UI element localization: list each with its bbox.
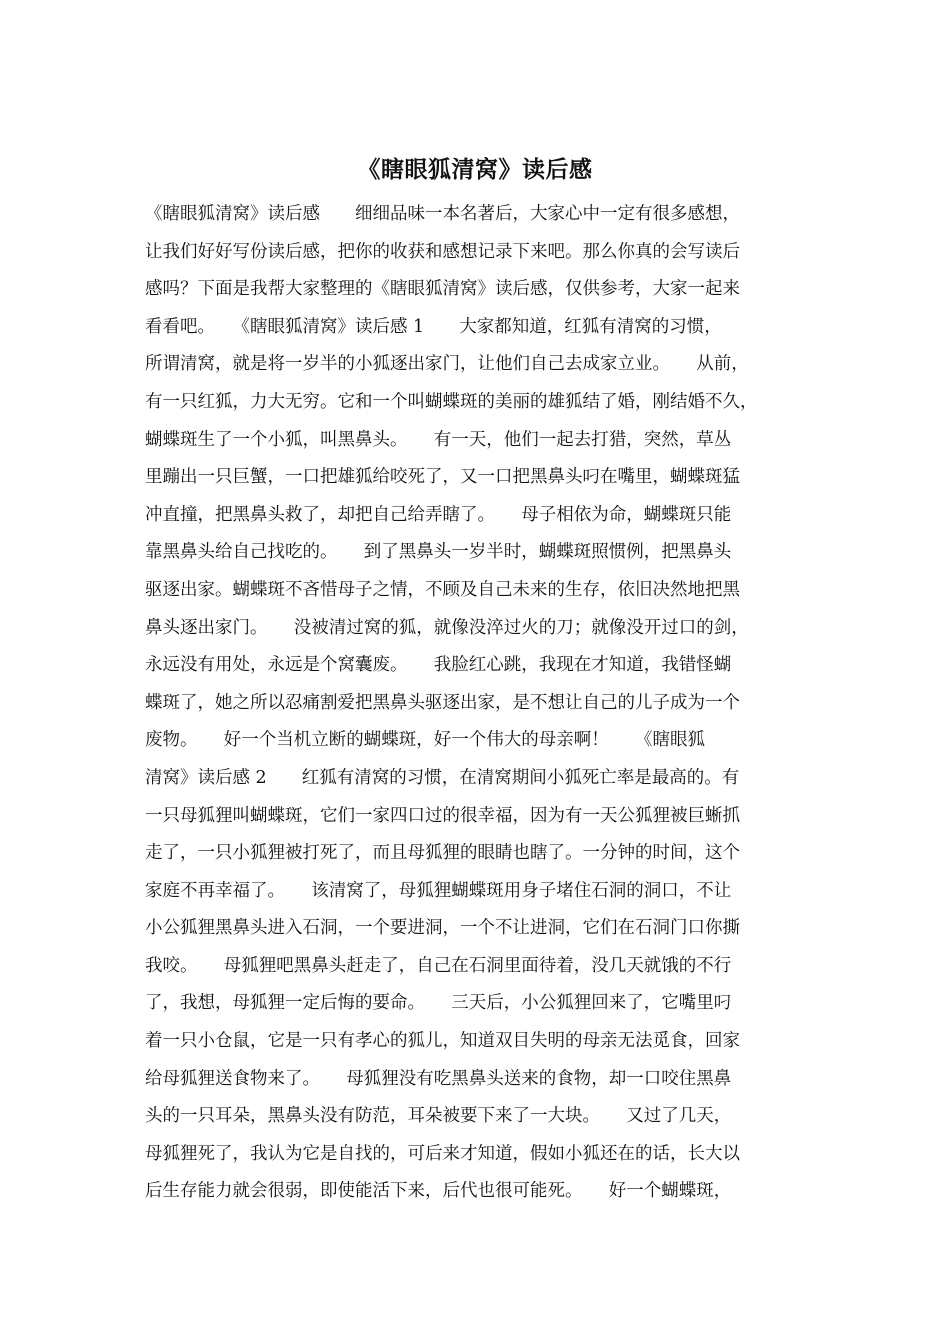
body-line: 鼻头逐出家门。 没被清过窝的狐，就像没淬过火的刀；就像没开过口的剑， (145, 617, 749, 638)
body-line: 给母狐狸送食物来了。 母狐狸没有吃黑鼻头送来的食物，却一口咬住黑鼻 (145, 1068, 732, 1089)
body-line: 小公狐狸黑鼻头进入石洞，一个要进洞，一个不让进洞，它们在石洞门口你撕 (145, 918, 740, 939)
body-line: 靠黑鼻头给自己找吃的。 到了黑鼻头一岁半时，蝴蝶斑照惯例，把黑鼻头 (145, 542, 732, 563)
body-line: 家庭不再幸福了。 该清窝了，母狐狸蝴蝶斑用身子堵住石洞的洞口，不让 (145, 880, 732, 901)
body-line: 清窝》读后感 2 红狐有清窝的习惯，在清窝期间小狐死亡率是最高的。有 (145, 767, 740, 788)
body-line: 蝴蝶斑生了一个小狐，叫黑鼻头。 有一天，他们一起去打猎，突然，草丛 (145, 429, 732, 450)
document-title: 《瞎眼狐清窝》读后感 (357, 157, 593, 183)
body-line: 所谓清窝，就是将一岁半的小狐逐出家门，让他们自己去成家立业。 从前， (145, 354, 749, 375)
body-line: 里蹦出一只巨蟹，一口把雄狐给咬死了，又一口把黑鼻头叼在嘴里，蝴蝶斑猛 (145, 467, 740, 488)
body-line: 《瞎眼狐清窝》读后感 细细品味一本名著后，大家心中一定有很多感想， (145, 204, 740, 224)
body-line: 蝶斑了，她之所以忍痛割爱把黑鼻头驱逐出家，是不想让自己的儿子成为一个 (145, 692, 740, 713)
body-line: 永远没有用处，永远是个窝囊废。 我脸红心跳，我现在才知道，我错怪蝴 (145, 655, 732, 676)
body-line: 我咬。 母狐狸吧黑鼻头赶走了，自己在石洞里面待着，没几天就饿的不行 (145, 955, 732, 976)
body-line: 驱逐出家。蝴蝶斑不吝惜母子之情，不顾及自己未来的生存，依旧决然地把黑 (145, 579, 740, 600)
document-body (145, 196, 815, 1211)
body-line: 着一只小仓鼠，它是一只有孝心的狐儿，知道双目失明的母亲无法觅食，回家 (145, 1031, 740, 1052)
body-line: 一只母狐狸叫蝴蝶斑，它们一家四口过的很幸福，因为有一天公狐狸被巨蜥抓 (145, 805, 740, 826)
body-line: 冲直撞，把黑鼻头救了，却把自己给弄瞎了。 母子相依为命，蝴蝶斑只能 (145, 504, 732, 525)
body-line: 后生存能力就会很弱，即使能活下来，后代也很可能死。 好一个蝴蝶斑， (145, 1181, 732, 1202)
body-line: 废物。 好一个当机立断的蝴蝶斑，好一个伟大的母亲啊！ 《瞎眼狐 (145, 730, 705, 751)
body-line: 感吗？下面是我帮大家整理的《瞎眼狐清窝》读后感，仅供参考，大家一起来 (145, 279, 740, 300)
body-line: 头的一只耳朵，黑鼻头没有防范，耳朵被要下来了一大块。 又过了几天， (145, 1106, 732, 1127)
body-line: 看看吧。 《瞎眼狐清窝》读后感 1 大家都知道，红狐有清窝的习惯， (145, 316, 722, 337)
body-line: 让我们好好写份读后感，把你的收获和感想记录下来吧。那么你真的会写读后 (145, 241, 740, 262)
body-line: 母狐狸死了，我认为它是自找的，可后来才知道，假如小狐还在的话，长大以 (145, 1143, 740, 1164)
body-line: 有一只红狐，力大无穷。它和一个叫蝴蝶斑的美丽的雄狐结了婚，刚结婚不久， (145, 391, 758, 412)
body-line: 了，我想，母狐狸一定后悔的要命。 三天后，小公狐狸回来了，它嘴里叼 (145, 993, 732, 1014)
body-line: 走了，一只小狐狸被打死了，而且母狐狸的眼睛也瞎了。一分钟的时间，这个 (145, 843, 740, 864)
